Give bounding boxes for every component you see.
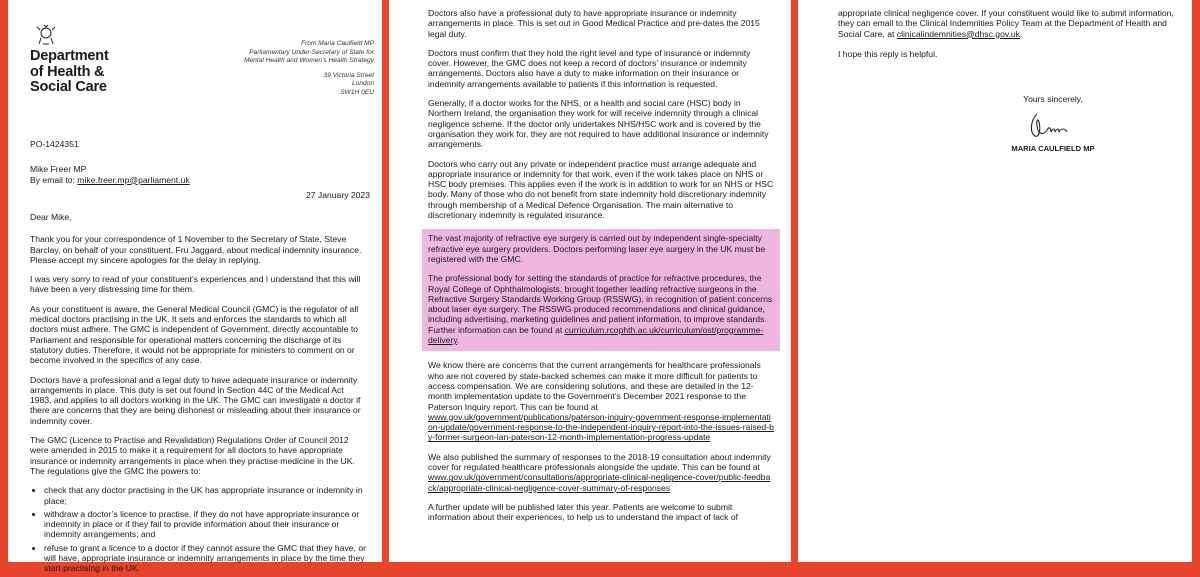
reference-number: PO-1424351 — [30, 139, 79, 149]
paragraph — [428, 452, 774, 493]
address-line: 39 Victoria Street — [323, 71, 374, 79]
closing-line: Yours sincerely, — [1023, 94, 1083, 104]
letter-date: 27 January 2023 — [305, 190, 370, 200]
paragraph: Doctors also have a professional duty to have appropriate insurance or indemnity arrangements in place. This is set out in Good Medical Practice and pre-dates the 2015 legal duty. — [428, 8, 760, 39]
paragraph: The GMC (Licence to Practise and Revalidation) Regulations Order of Council 2012 were amended in 2015 to make it a requirement for all doctors to have appropriate insurance or indemnity arrangements in place when they practise medicine in the UK. The regulations give the GMC the powers to: — [30, 435, 355, 476]
department-line: Department — [30, 48, 109, 64]
page-3-body — [838, 8, 1174, 68]
signature-image — [1021, 110, 1085, 142]
highlight-paragraph: The vast majority of refractive eye surgery is carried out by independent single-specialty refractive eye surgery providers. Doctors performing laser eye surgery in the UK must be registered with the GMC. — [428, 233, 766, 264]
list-item: • check that any doctor practising in the UK has appropriate insurance or indemnity in place; — [44, 485, 366, 506]
department-name — [30, 49, 109, 96]
paragraph: Generally, if a doctor works for the NHS, or a health and social care (HSC) body in Northern Ireland, the organisation they work for will receive indemnity through a clinical negligence scheme. If the doctor only undertakes NHS/HSC work and is covered by the organisation they work for, they are not required to have additional insurance or indemnity arrangements. — [428, 98, 769, 150]
paragraph: I hope this reply is helpful. — [838, 48, 938, 59]
paragraph: A further update will be published later this year. Patients are welcome to submit information about their experiences, to help us to understand the impact of lack of — [428, 501, 739, 523]
paragraph: Doctors have a professional and a legal duty to have adequate insurance or indemnity arrangements in place. This duty is set out found in Section 44C of the Medical Act 1983, and applies to all doctors working in the UK. The GMC can investigate a doctor if there are concerns that they are being dishonest or misleading about their insurance or indemnity cover. — [30, 374, 361, 426]
sender-line: From Maria Caulfield MP — [301, 40, 374, 47]
highlight-text: The professional body for setting the standards of practice for refractive procedures, the Royal College of Ophthalmologists, brought together leading refractive surgeons in the Refractive Surgery Standards Working Group (RSSWG), in recognition of patient concerns about laser eye surgery. The RSSWG produced recommendations and clinical guidance, including advertising, marketing guidelines and patient information, to improve standards. Further information can be found at — [428, 273, 773, 335]
recipient-email-link[interactable]: mike.freer.mp@parliament.uk — [77, 174, 190, 185]
list-item: • refuse to grant a licence to a doctor if they cannot assure the GMC that they have, or will have, appropriate insurance or indemnity arrangements in place by the time they start practising in the UK. — [44, 543, 366, 574]
department-line: of Health & — [30, 63, 105, 80]
signatory-name: MARIA CAULFIELD MP — [1011, 144, 1095, 153]
powers-list — [30, 485, 366, 573]
paragraph: Doctors must confirm that they hold the right level and type of insurance or indemnity cover. However, the GMC does not keep a record of doctors’ insurance or indemnity arrangements. Doctors also have a duty to make information on their insurance or indemnity arrangements available to patients if this information is requested. — [428, 47, 751, 89]
rcophth-link[interactable]: curriculum.rcophth.ac.uk/curriculum/ost/programme-delivery — [428, 324, 764, 346]
paragraph: Doctors who carry out any private or independent practice must arrange adequate and appropriate insurance or indemnity for that work, even if the work takes place on NHS or HSC body premises. This applies even if the work is in addition to work for an NHS or HSC body. Many of those who do not benefit from state indemnity hold discretionary indemnity through membership of a Medical Defence Organisation. The main alternative to discretionary indemnity is regulated insurance. — [428, 158, 774, 221]
letter-page-3 — [798, 0, 1192, 562]
period: . — [1019, 28, 1023, 39]
period: . — [456, 335, 460, 346]
address-line: London — [351, 80, 374, 88]
consultation-link[interactable]: www.gov.uk/government/consultations/appropriate-clinical-negligence-cover/public-feedback/appropriate-clinical-negligence-cover-summary-of-responses — [428, 472, 771, 493]
address-line: SW1H 0EU — [340, 88, 374, 96]
list-item: • withdraw a doctor’s licence to practise, if they do not have appropriate insurance or indemnity in place or if they fail to provide information about their insurance or indemnity arrangements; and — [44, 509, 366, 540]
email-prefix: By email to: — [30, 174, 78, 185]
department-line: Social Care — [30, 79, 107, 95]
sender-line: Parliamentary Under-Secretary of State for — [249, 48, 374, 56]
salutation: Dear Mike, — [30, 212, 72, 222]
page-1-body — [30, 212, 366, 577]
paragraph — [838, 8, 1174, 39]
sender-line: Mental Health and Women’s Health Strategy — [244, 57, 374, 65]
royal-crest-icon — [36, 24, 56, 46]
paragraph: I was very sorry to read of your constituent’s experiences and I understand that this will have been a very distressing time for them. — [30, 274, 361, 295]
concerns-text: We know there are concerns that the current arrangements for healthcare professionals who are not covered by state-backed schemes can make it more difficult for patients to access compensation. We are considering solutions, and these are detailed in the 12-month implementation update to the Government’s December 2021 response to the Paterson Inquiry report. This can be found at — [428, 360, 761, 412]
highlighted-section — [422, 229, 780, 351]
paragraph: As your constituent is aware, the General Medical Council (GMC) is the regulator of all medical doctors practising in the UK. It sets and enforces the standards to which all doctors must adhere. The GMC is independent of Government, directly accountable to Parliament and responsible for operational matters concerning the discharge of its statutory duties. Therefore, it would not be appropriate for ministers to comment on or become involved in the specifics of any case. — [30, 303, 359, 366]
continuation-text: appropriate clinical negligence cover. If your constituent would like to submit information, they can email to the Clinical Indemnities Policy Team at the Department of Health and Social Care, at — [838, 8, 1174, 39]
page-2-body — [428, 8, 774, 531]
clinical-indemnities-email-link[interactable]: clinicalindemnities@dhsc.gov.uk — [896, 28, 1020, 39]
sender-block — [244, 40, 374, 98]
summary-text: We also published the summary of responses to the 2018-19 consultation about indemnity cover for regulated healthcare professionals alongside the update. This can be found at — [428, 451, 771, 472]
paterson-link[interactable]: www.gov.uk/government/publications/paterson-inquiry-government-response-implementation-update/government-response-to-the-independent-inquiry-report-into-the-issues-raised-by-former-surgeon-ian-paterson-12-month-implementation-progress-update — [428, 411, 774, 443]
recipient-name: Mike Freer MP — [30, 164, 87, 174]
paragraph — [428, 360, 774, 442]
paragraph: Thank you for your correspondence of 1 November to the Secretary of State, Steve Barclay, on behalf of your constituent, Fru Jaggard, about medical indemnity insurance. Please accept my sincere apologies for the delay in replying. — [30, 234, 362, 265]
recipient-email-line — [30, 175, 190, 186]
closing-block — [968, 94, 1138, 153]
recipient-block — [30, 164, 190, 185]
highlight-paragraph — [428, 273, 774, 345]
